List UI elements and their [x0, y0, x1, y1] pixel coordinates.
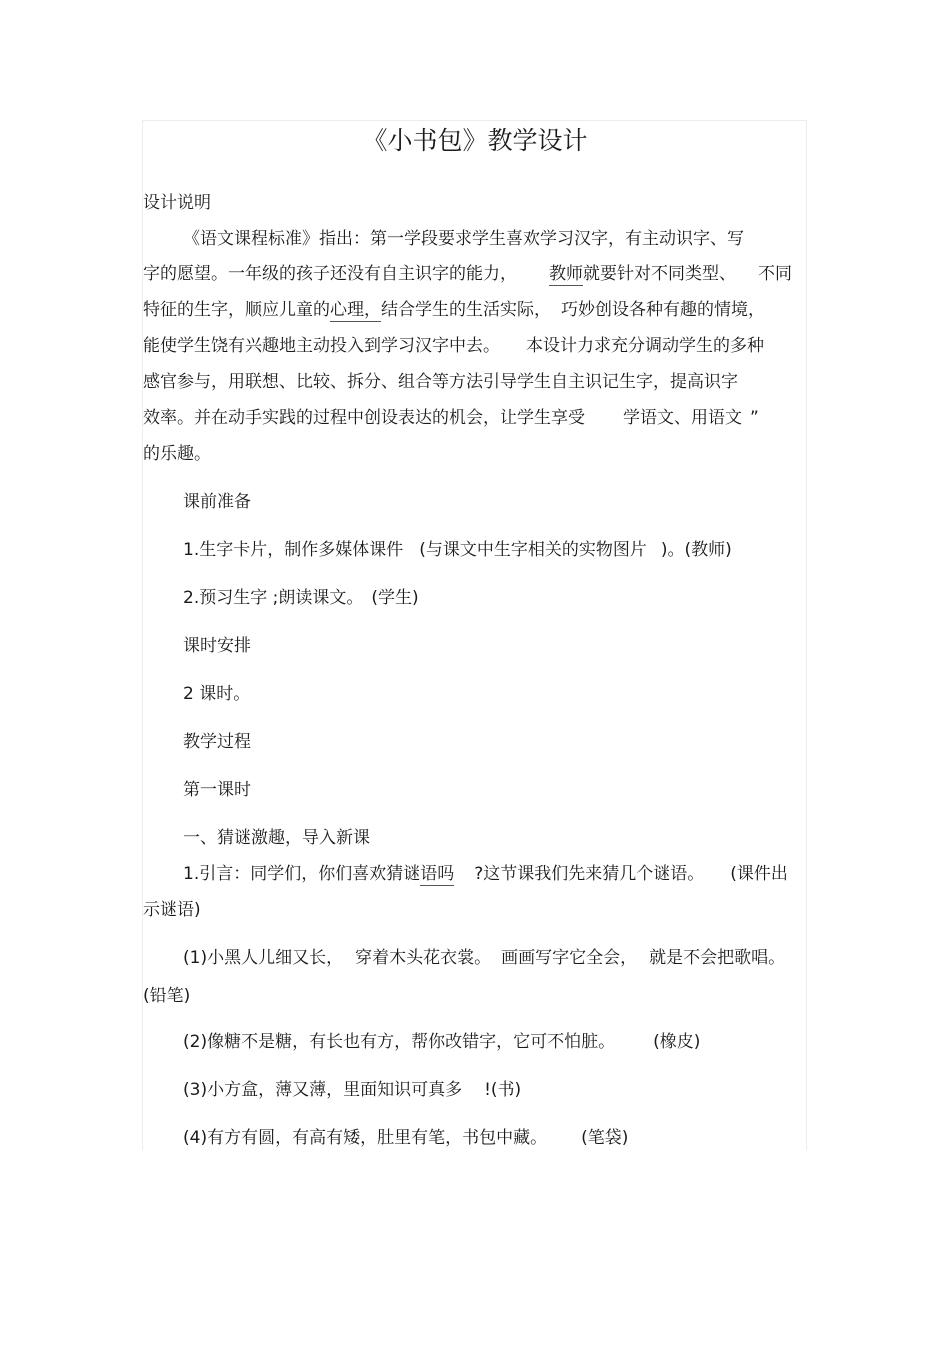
section-heading-prep: 课前准备	[183, 492, 251, 512]
intro-line-5: 感官参与，用联想、比较、拆分、组合等方法引导学生自主识记生字，提高识字	[143, 372, 738, 392]
underlined-word-psychology: 心理，	[330, 300, 381, 320]
prep-item-2: 2.预习生字 ;朗读课文。 (学生)	[183, 588, 419, 608]
intro-line-6: 效率。并在动手实践的过程中创设表达的机会，让学生享受 学语文、用语文 ”	[143, 408, 759, 428]
intro-line-7: 的乐趣。	[143, 444, 211, 464]
prep-item-1: 1.生字卡片，制作多媒体课件 (与课文中生字相关的实物图片 )。(教师)	[183, 540, 732, 560]
question-1-line-1: 1.引言：同学们，你们喜欢猜谜语吗 ?这节课我们先来猜几个谜语。 (课件出	[183, 864, 788, 884]
intro-line-1: 《语文课程标准》指出：第一学段要求学生喜欢学习汉字，有主动识字、写	[183, 229, 744, 249]
riddle-1-line-2: (铅笔)	[143, 986, 191, 1006]
document-title: 《小书包》教学设计	[362, 126, 588, 155]
intro-line-3: 特征的生字，顺应儿童的心理，结合学生的生活实际， 巧妙创设各种有趣的情境，	[143, 300, 765, 320]
section-heading-design: 设计说明	[143, 193, 211, 213]
riddle-3: (3)小方盒，薄又薄，里面知识可真多 !(书)	[183, 1080, 522, 1100]
part-heading-1: 一、猜谜激趣，导入新课	[183, 828, 370, 848]
section-heading-schedule: 课时安排	[183, 636, 251, 656]
schedule-value: 2 课时。	[183, 684, 251, 704]
question-1-line-2: 示谜语)	[143, 900, 201, 920]
riddle-4: (4)有方有圆，有高有矮，肚里有笔，书包中藏。 (笔袋)	[183, 1128, 629, 1148]
riddle-1-line-1: (1)小黑人儿细又长， 穿着木头花衣裳。 画画写字它全会， 就是不会把歌唱。	[183, 948, 786, 968]
underlined-word-teacher: 教师	[549, 264, 583, 284]
underlined-word-riddle: 语吗	[420, 864, 455, 884]
intro-line-2: 字的愿望。一年级的孩子还没有自主识字的能力， 教师就要针对不同类型、 不同	[143, 264, 792, 284]
lesson-heading-1: 第一课时	[183, 780, 251, 800]
riddle-2: (2)像糖不是糖，有长也有方，帮你改错字，它可不怕脏。 (橡皮)	[183, 1032, 701, 1052]
section-heading-process: 教学过程	[183, 732, 251, 752]
intro-line-4: 能使学生饶有兴趣地主动投入到学习汉字中去。 本设计力求充分调动学生的多种	[143, 336, 764, 356]
